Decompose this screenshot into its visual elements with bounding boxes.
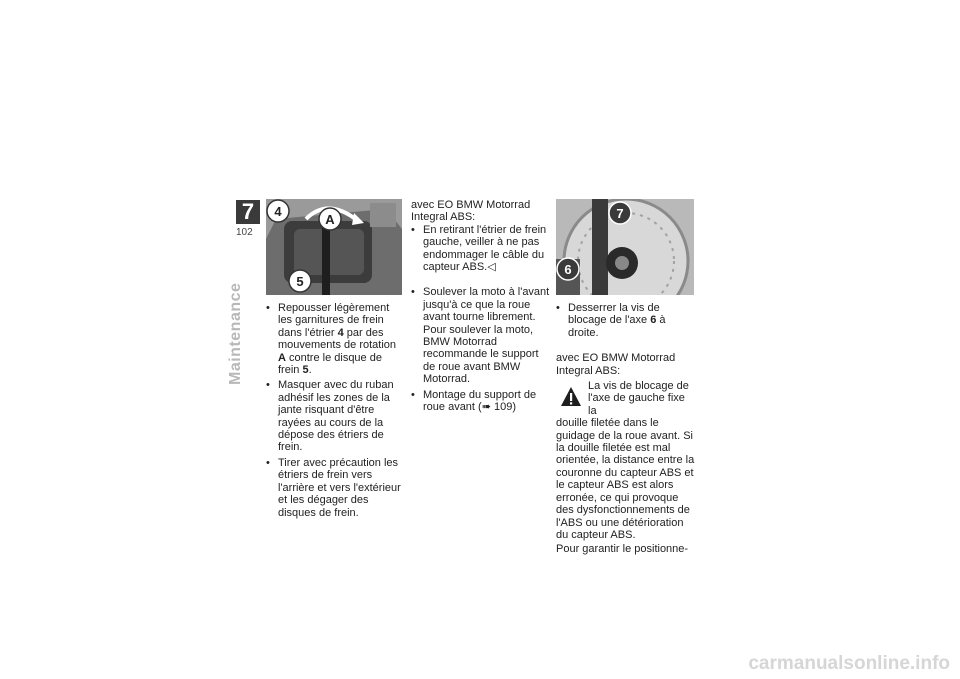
ref-number: 6	[650, 314, 657, 327]
warning-text-first: La vis de blocage de l'axe de gauche fixe la	[588, 380, 689, 417]
warning-block	[556, 380, 696, 541]
list-item	[266, 379, 401, 453]
page-ref[interactable]: 109)	[490, 401, 516, 414]
step-text: Masquer avec du ruban adhésif les zones de la jante risquant d'être rayées au cours de la dépose des étriers de frein.	[278, 379, 394, 454]
section-heading: avec EO BMW Motorrad Integral ABS:	[411, 199, 531, 224]
step-list-1	[266, 302, 401, 519]
chapter-number: 7	[236, 200, 260, 224]
bullet-icon: •	[556, 302, 560, 314]
callout-6: 6	[564, 262, 572, 277]
column-2	[411, 199, 551, 417]
column-1	[266, 302, 401, 522]
section-heading: avec EO BMW Motorrad Integral ABS:	[556, 352, 676, 377]
list-item	[556, 302, 696, 339]
step-text: Desserrer la vis de blocage de l'axe	[568, 302, 660, 327]
ref-letter: A	[278, 351, 286, 364]
bullet-icon: •	[411, 223, 415, 236]
step-text: Montage du support de roue avant (	[423, 388, 537, 414]
bullet-icon: •	[411, 388, 415, 401]
step-text: Soulever la moto à l'avant jusqu'à ce que la roue avant tourne librement. Pour soulever la moto, BMW Motorrad recommande le support de roue avant BMW Motorrad.	[423, 286, 550, 386]
ref-number: 5	[302, 364, 309, 377]
photo-brake-caliper	[266, 199, 402, 295]
bullet-icon: •	[266, 456, 270, 469]
callout-5: 5	[296, 274, 304, 289]
watermark: carmanualsonline.info	[748, 653, 950, 674]
bullet-icon: •	[411, 286, 415, 299]
callout-7: 7	[616, 206, 624, 221]
list-item	[411, 389, 551, 414]
page-ref-arrow-icon: ➠	[481, 401, 491, 414]
step-text: En retirant l'étrier de frein gauche, veiller à ne pas endommager le câble du capteur ABS.	[423, 223, 547, 274]
step-text: contre le disque de frein	[278, 351, 382, 377]
ref-number: 4	[337, 326, 344, 339]
warning-text: douille filetée dans le guidage de la roue avant. Si la douille filetée est mal orientée, la distance entre la couronne du capteur ABS et le capteur ABS est alors erronée, ce qui provoque des dysfonctionnements de l'ABS ou une détérioration du capteur ABS.	[556, 417, 695, 541]
chapter-title: Maintenance	[227, 282, 244, 385]
bullet-icon: •	[266, 302, 270, 314]
step-text: Tirer avec précaution les étriers de frein vers l'arrière et vers l'extérieur et les dégager des disques de frein.	[278, 456, 401, 519]
step-list-4	[556, 302, 696, 339]
step-text: par des mouvements de rotation	[278, 326, 397, 352]
step-list-3	[411, 286, 551, 413]
callout-4: 4	[274, 204, 282, 219]
warning-icon	[560, 386, 582, 408]
end-marker-icon: ◁	[487, 261, 496, 274]
list-item	[411, 286, 551, 385]
photo-front-axle	[556, 199, 694, 295]
step-text: à droite.	[568, 314, 666, 339]
step-text: .	[308, 364, 312, 377]
callout-A: A	[325, 212, 335, 227]
front-axle-illustration	[556, 199, 694, 295]
bullet-icon: •	[266, 379, 270, 392]
continued-text: Pour garantir le positionne-	[556, 543, 689, 556]
list-item	[266, 457, 401, 519]
brake-caliper-illustration	[266, 199, 402, 295]
list-item	[411, 224, 551, 274]
step-list-2	[411, 224, 551, 274]
column-3	[556, 302, 696, 556]
page-number: 102	[236, 227, 253, 238]
step-text: Repousser légèrement les garnitures de frein dans l'étrier	[278, 302, 390, 339]
list-item	[266, 302, 401, 376]
